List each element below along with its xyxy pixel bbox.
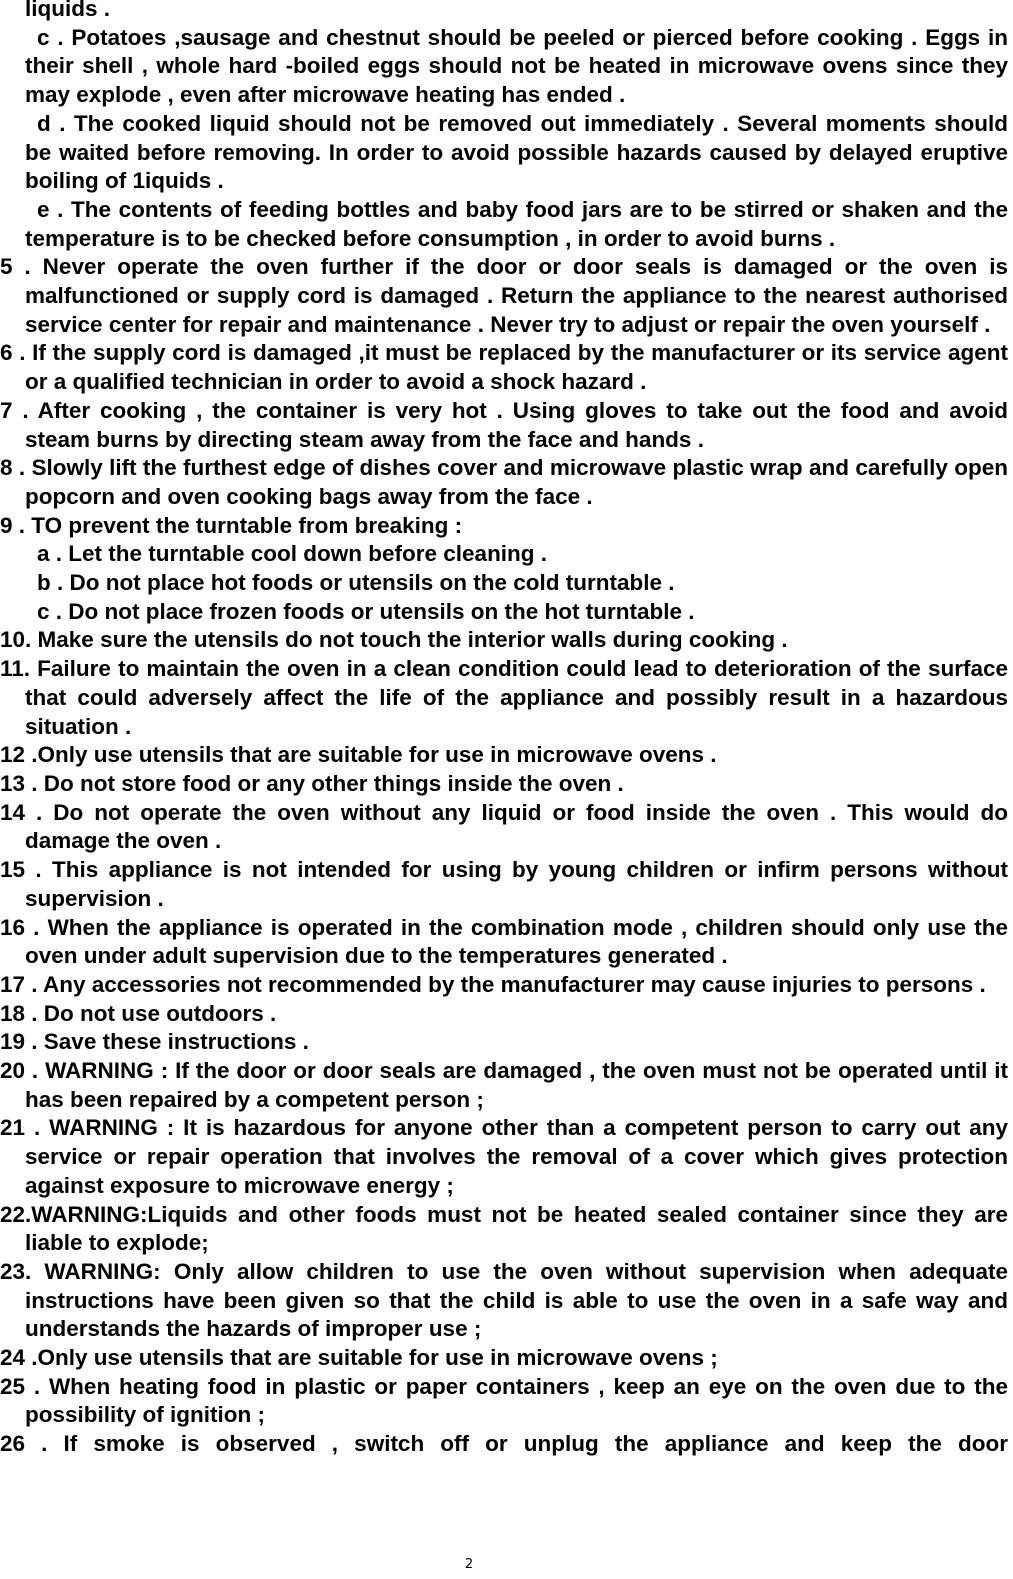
list-item: 5 . Never operate the oven further if the door or door seals is damaged or the oven is malfunctioned or supply cord is damaged . Return the appliance to the nearest authorised service center for repair and maintenance . Never try to adjust or repair the oven yourself . xyxy=(0,254,1008,337)
list-item: 13 . Do not store food or any other things inside the oven . xyxy=(0,770,624,796)
list-item: 20 . WARNING : If the door or door seals are damaged , the oven must not be operated until it has been repaired by a competent person ; xyxy=(0,1058,1008,1112)
list-item: 12 .Only use utensils that are suitable for use in microwave ovens . xyxy=(0,742,717,768)
list-item: 18 . Do not use outdoors . xyxy=(0,1000,277,1026)
list-item: 17 . Any accessories not recommended by the manufacturer may cause injuries to persons . xyxy=(0,971,986,997)
list-item: 10. Make sure the utensils do not touch the interior walls during cooking . xyxy=(0,627,788,653)
page-number: 2 xyxy=(464,1557,474,1572)
list-item: 24 .Only use utensils that are suitable for use in microwave ovens ; xyxy=(0,1345,718,1371)
list-item: 7 . After cooking , the container is very hot . Using gloves to take out the food and avoid steam burns by directing steam away from the face and hands . xyxy=(0,397,1008,452)
list-item: c . Potatoes ,sausage and chestnut should be peeled or pierced before cooking . Eggs in their shell , whole hard -boiled eggs should not be heated in microwave ovens since they may explode , even after microwave heating has ended . xyxy=(25,24,1008,108)
list-item: e . The contents of feeding bottles and baby food jars are to be stirred or shaken and the temperature is to be checked before consumption , in order to avoid burns . xyxy=(25,196,1008,251)
list-item: 22.WARNING:Liquids and other foods must not be heated sealed container since they are liable to explode; xyxy=(0,1201,1008,1256)
list-item: a . Let the turntable cool down before cleaning . xyxy=(37,541,548,567)
list-item: 26 . If smoke is observed , switch off or unplug the appliance and keep the door xyxy=(0,1431,1008,1457)
list-item: 21 . WARNING : It is hazardous for anyone other than a competent person to carry out any service or repair operation that involves the removal of a cover which gives protection against exposure to microwave energy ; xyxy=(0,1115,1008,1198)
list-item: 14 . Do not operate the oven without any liquid or food inside the oven . This would do damage the oven . xyxy=(0,799,1008,854)
list-item: 15 . This appliance is not intended for using by young children or infirm persons without supervision . xyxy=(0,857,1008,911)
list-item: 11. Failure to maintain the oven in a clean condition could lead to deterioration of the surface that could adversely affect the life of the appliance and possibly result in a hazardous situation . xyxy=(0,656,1008,739)
list-item: 6 . If the supply cord is damaged ,it must be replaced by the manufacturer or its service agent or a qualified technician in order to avoid a shock hazard . xyxy=(0,340,1008,395)
list-item: 25 . When heating food in plastic or paper containers , keep an eye on the oven due to the possibility of ignition ; xyxy=(0,1373,1008,1428)
list-item: b . Do not place hot foods or utensils on the cold turntable . xyxy=(37,570,675,596)
list-item: 16 . When the appliance is operated in the combination mode , children should only use the oven under adult supervision due to the temperatures generated . xyxy=(0,914,1008,969)
list-item: liquids . xyxy=(25,0,111,21)
list-item: 23. WARNING: Only allow children to use the oven without supervision when adequate instructions have been given so that the child is able to use the oven in a safe way and understands the hazards of improper use ; xyxy=(0,1258,1008,1342)
list-item: 9 . TO prevent the turntable from breaking : xyxy=(0,512,463,538)
list-item: c . Do not place frozen foods or utensils on the hot turntable . xyxy=(37,598,695,624)
list-item: d . The cooked liquid should not be removed out immediately . Several moments should be waited before removing. In order to avoid possible hazards caused by delayed eruptive boiling of 1iquids . xyxy=(25,110,1008,194)
list-item: 8 . Slowly lift the furthest edge of dishes cover and microwave plastic wrap and carefully open popcorn and oven cooking bags away from the face . xyxy=(0,455,1008,509)
list-item: 19 . Save these instructions . xyxy=(0,1029,309,1055)
